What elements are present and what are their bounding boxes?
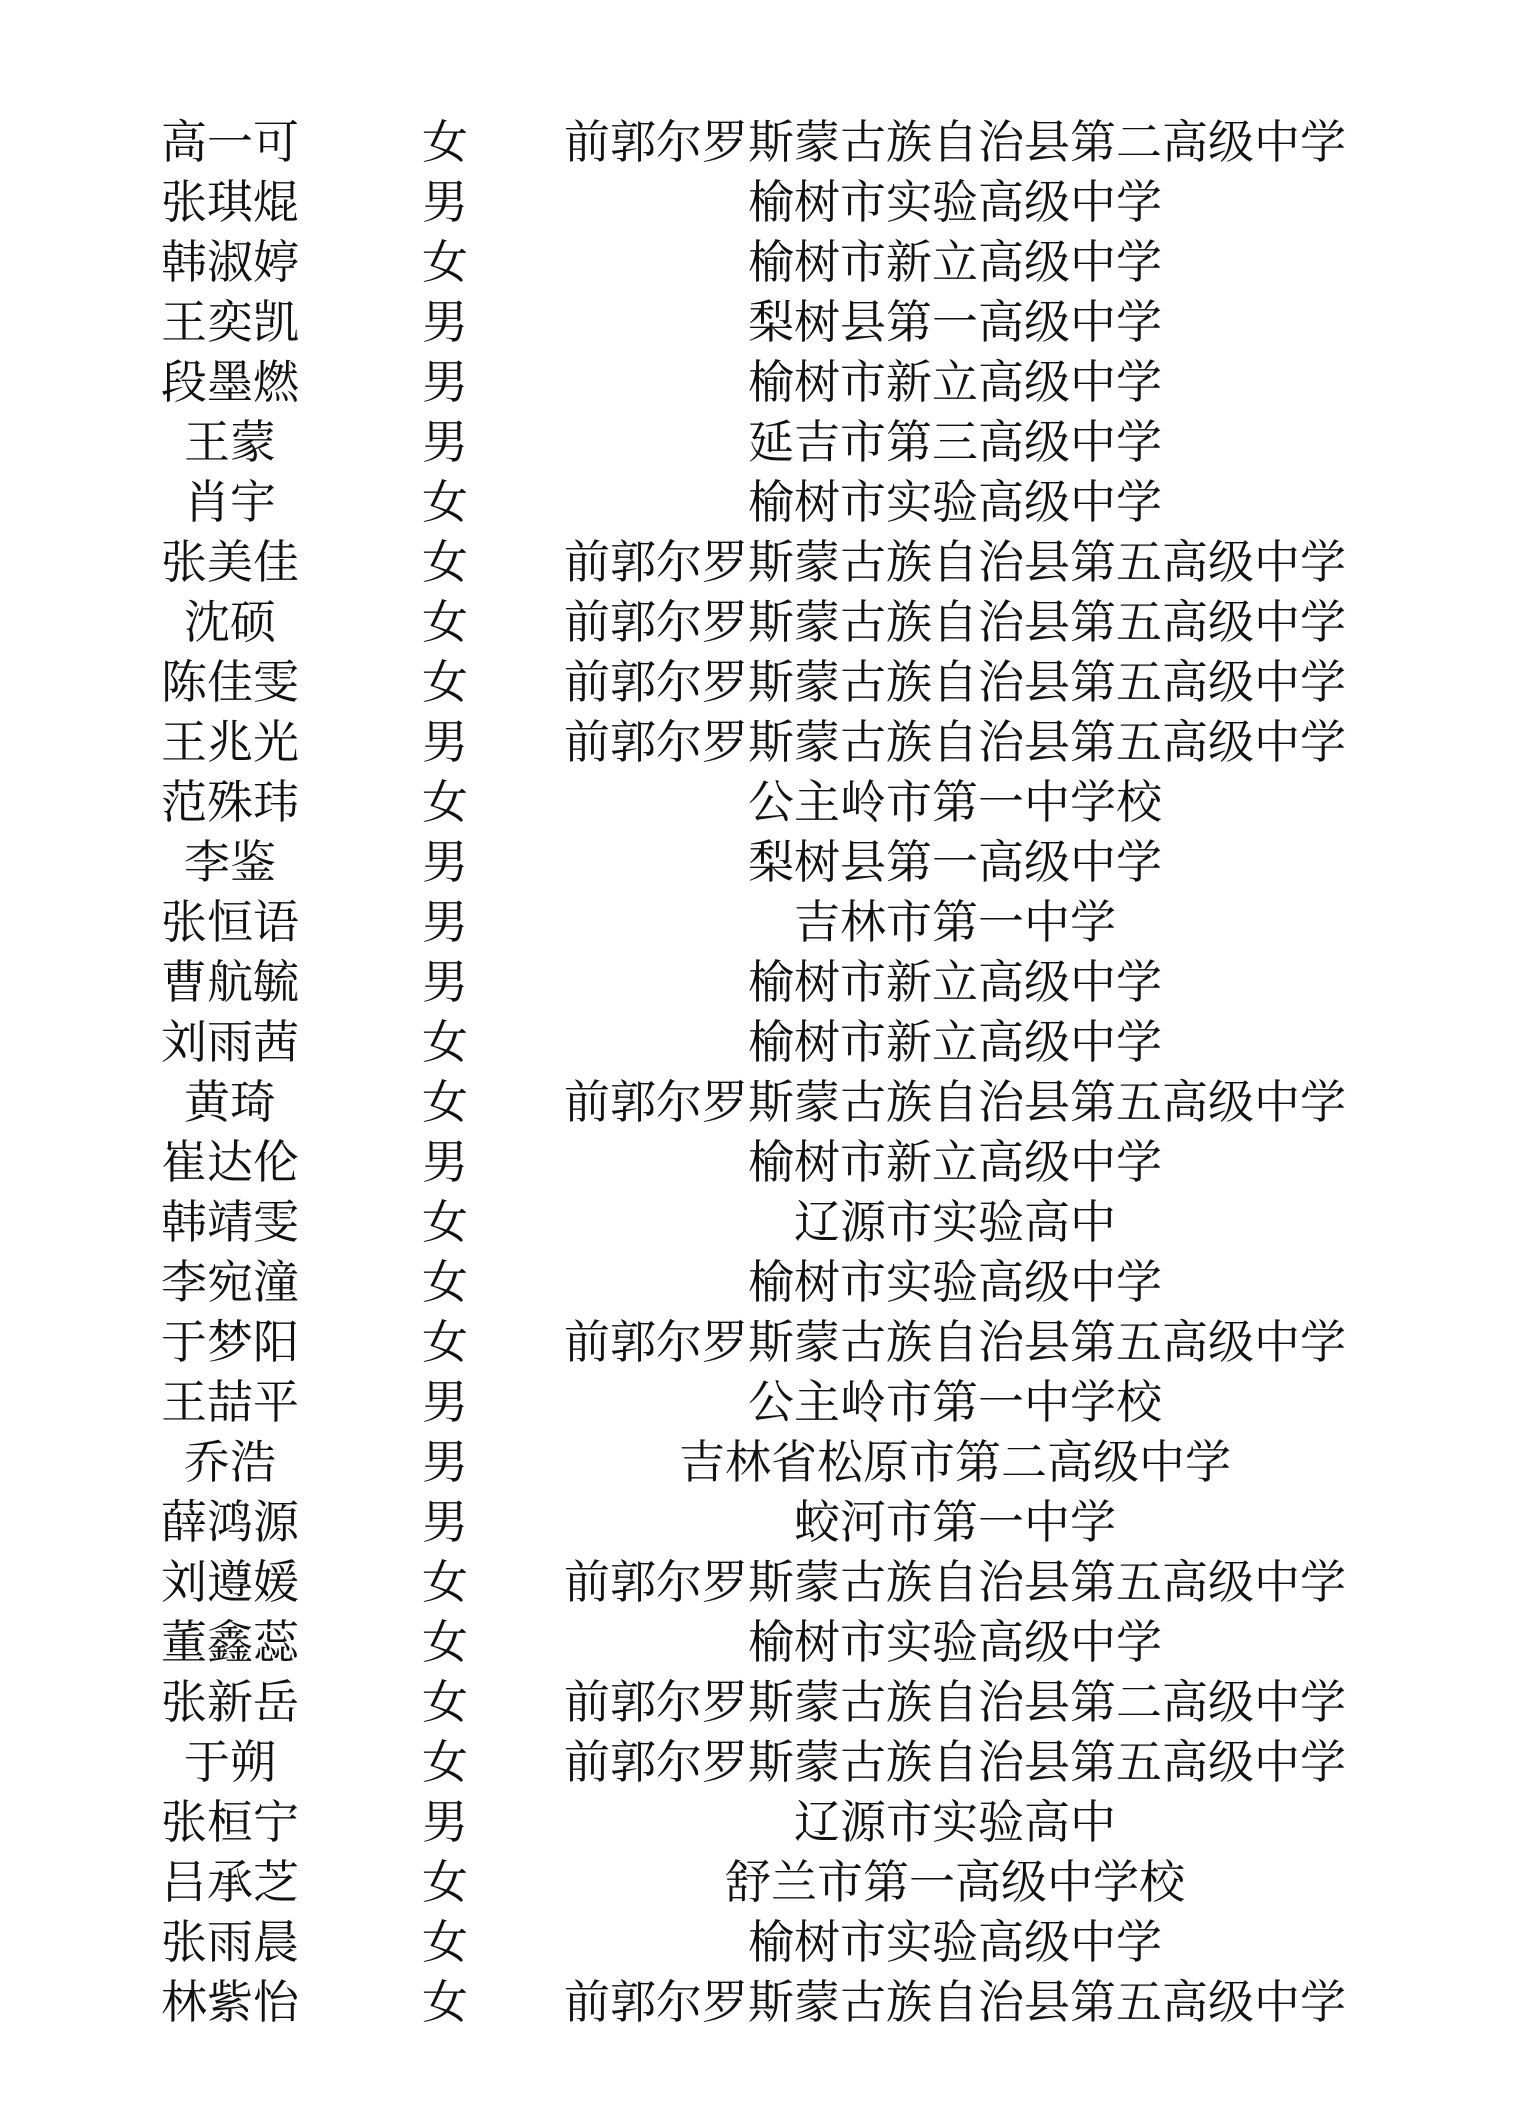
list-item: [0, 112, 1522, 172]
list-item: [0, 772, 1522, 832]
student-school: 前郭尔罗斯蒙古族自治县第五高级中学: [564, 1315, 1346, 1369]
student-gender: 男: [422, 295, 468, 349]
student-school: 前郭尔罗斯蒙古族自治县第五高级中学: [564, 595, 1346, 649]
student-name: 于朔: [184, 1735, 276, 1789]
student-name: 沈硕: [184, 595, 276, 649]
student-name: 李鉴: [184, 835, 276, 889]
student-school: 前郭尔罗斯蒙古族自治县第五高级中学: [564, 1735, 1346, 1789]
student-gender: 女: [422, 1735, 468, 1789]
student-gender: 男: [422, 955, 468, 1009]
student-name: 王蒙: [184, 415, 276, 469]
student-school: 舒兰市第一高级中学校: [725, 1855, 1185, 1909]
list-item: [0, 1252, 1522, 1312]
student-name: 张雨晨: [161, 1915, 299, 1969]
list-item: [0, 1912, 1522, 1972]
student-name: 崔达伦: [161, 1135, 299, 1189]
student-gender: 女: [422, 655, 468, 709]
student-name: 张新岳: [161, 1675, 299, 1729]
student-gender: 男: [422, 1795, 468, 1849]
student-name: 王喆平: [161, 1375, 299, 1429]
student-name: 于梦阳: [161, 1315, 299, 1369]
student-school: 前郭尔罗斯蒙古族自治县第五高级中学: [564, 1075, 1346, 1129]
student-name: 张桓宁: [161, 1795, 299, 1849]
student-gender: 女: [422, 1555, 468, 1609]
student-school: 公主岭市第一中学校: [748, 775, 1162, 829]
student-school: 公主岭市第一中学校: [748, 1375, 1162, 1429]
student-school: 榆树市实验高级中学: [748, 1915, 1162, 1969]
student-name: 李宛潼: [161, 1255, 299, 1309]
student-gender: 女: [422, 1255, 468, 1309]
student-gender: 女: [422, 235, 468, 289]
student-name: 韩淑婷: [161, 235, 299, 289]
student-name: 段墨燃: [161, 355, 299, 409]
student-gender: 男: [422, 1495, 468, 1549]
student-name: 张美佳: [161, 535, 299, 589]
student-gender: 男: [422, 835, 468, 889]
list-item: [0, 1792, 1522, 1852]
list-item: [0, 232, 1522, 292]
student-name: 陈佳雯: [161, 655, 299, 709]
student-school: 榆树市实验高级中学: [748, 1255, 1162, 1309]
list-item: [0, 1972, 1522, 2032]
student-school: 前郭尔罗斯蒙古族自治县第五高级中学: [564, 655, 1346, 709]
list-item: [0, 952, 1522, 1012]
student-school: 前郭尔罗斯蒙古族自治县第五高级中学: [564, 1975, 1346, 2029]
student-name: 刘遵媛: [161, 1555, 299, 1609]
student-school: 延吉市第三高级中学: [748, 415, 1162, 469]
student-gender: 女: [422, 475, 468, 529]
student-gender: 女: [422, 535, 468, 589]
roster-list: [0, 112, 1522, 2032]
student-gender: 男: [422, 1135, 468, 1189]
student-gender: 女: [422, 775, 468, 829]
student-school: 榆树市新立高级中学: [748, 235, 1162, 289]
student-school: 辽源市实验高中: [794, 1195, 1116, 1249]
list-item: [0, 1492, 1522, 1552]
list-item: [0, 892, 1522, 952]
student-name: 董鑫蕊: [161, 1615, 299, 1669]
student-name: 曹航毓: [161, 955, 299, 1009]
list-item: [0, 352, 1522, 412]
student-gender: 男: [422, 175, 468, 229]
list-item: [0, 1012, 1522, 1072]
list-item: [0, 412, 1522, 472]
student-name: 刘雨茜: [161, 1015, 299, 1069]
list-item: [0, 1312, 1522, 1372]
student-gender: 男: [422, 715, 468, 769]
student-gender: 男: [422, 415, 468, 469]
student-school: 梨树县第一高级中学: [748, 835, 1162, 889]
student-gender: 男: [422, 895, 468, 949]
student-gender: 女: [422, 1315, 468, 1369]
student-name: 王奕凯: [161, 295, 299, 349]
student-name: 林紫怡: [161, 1975, 299, 2029]
student-name: 范殊玮: [161, 775, 299, 829]
student-school: 吉林市第一中学: [794, 895, 1116, 949]
student-school: 榆树市新立高级中学: [748, 355, 1162, 409]
list-item: [0, 1852, 1522, 1912]
student-school: 蛟河市第一中学: [794, 1495, 1116, 1549]
list-item: [0, 1432, 1522, 1492]
student-name: 薛鸿源: [161, 1495, 299, 1549]
list-item: [0, 832, 1522, 892]
student-name: 肖宇: [184, 475, 276, 529]
student-school: 前郭尔罗斯蒙古族自治县第二高级中学: [564, 115, 1346, 169]
student-name: 黄琦: [184, 1075, 276, 1129]
student-gender: 女: [422, 1675, 468, 1729]
list-item: [0, 1132, 1522, 1192]
student-name: 吕承芝: [161, 1855, 299, 1909]
student-gender: 女: [422, 1015, 468, 1069]
student-school: 前郭尔罗斯蒙古族自治县第二高级中学: [564, 1675, 1346, 1729]
student-gender: 女: [422, 1975, 468, 2029]
student-name: 张恒语: [161, 895, 299, 949]
student-gender: 女: [422, 1855, 468, 1909]
list-item: [0, 1672, 1522, 1732]
student-school: 梨树县第一高级中学: [748, 295, 1162, 349]
student-school: 榆树市新立高级中学: [748, 1015, 1162, 1069]
student-school: 前郭尔罗斯蒙古族自治县第五高级中学: [564, 715, 1346, 769]
student-gender: 女: [422, 115, 468, 169]
student-school: 榆树市实验高级中学: [748, 175, 1162, 229]
student-school: 榆树市实验高级中学: [748, 1615, 1162, 1669]
student-name: 乔浩: [184, 1435, 276, 1489]
student-school: 榆树市实验高级中学: [748, 475, 1162, 529]
student-gender: 女: [422, 595, 468, 649]
student-gender: 男: [422, 355, 468, 409]
list-item: [0, 1732, 1522, 1792]
student-name: 张琪焜: [161, 175, 299, 229]
student-school: 榆树市新立高级中学: [748, 955, 1162, 1009]
list-item: [0, 592, 1522, 652]
student-gender: 男: [422, 1435, 468, 1489]
student-gender: 女: [422, 1915, 468, 1969]
list-item: [0, 1372, 1522, 1432]
student-name: 王兆光: [161, 715, 299, 769]
list-item: [0, 292, 1522, 352]
student-school: 辽源市实验高中: [794, 1795, 1116, 1849]
student-name: 韩靖雯: [161, 1195, 299, 1249]
list-item: [0, 532, 1522, 592]
list-item: [0, 472, 1522, 532]
student-gender: 男: [422, 1375, 468, 1429]
list-item: [0, 172, 1522, 232]
list-item: [0, 1072, 1522, 1132]
list-item: [0, 1552, 1522, 1612]
student-school: 前郭尔罗斯蒙古族自治县第五高级中学: [564, 1555, 1346, 1609]
list-item: [0, 1612, 1522, 1672]
student-school: 前郭尔罗斯蒙古族自治县第五高级中学: [564, 535, 1346, 589]
student-gender: 女: [422, 1615, 468, 1669]
student-school: 榆树市新立高级中学: [748, 1135, 1162, 1189]
list-item: [0, 1192, 1522, 1252]
student-gender: 女: [422, 1075, 468, 1129]
list-item: [0, 712, 1522, 772]
student-school: 吉林省松原市第二高级中学: [679, 1435, 1231, 1489]
student-name: 高一可: [161, 115, 299, 169]
list-item: [0, 652, 1522, 712]
student-gender: 女: [422, 1195, 468, 1249]
